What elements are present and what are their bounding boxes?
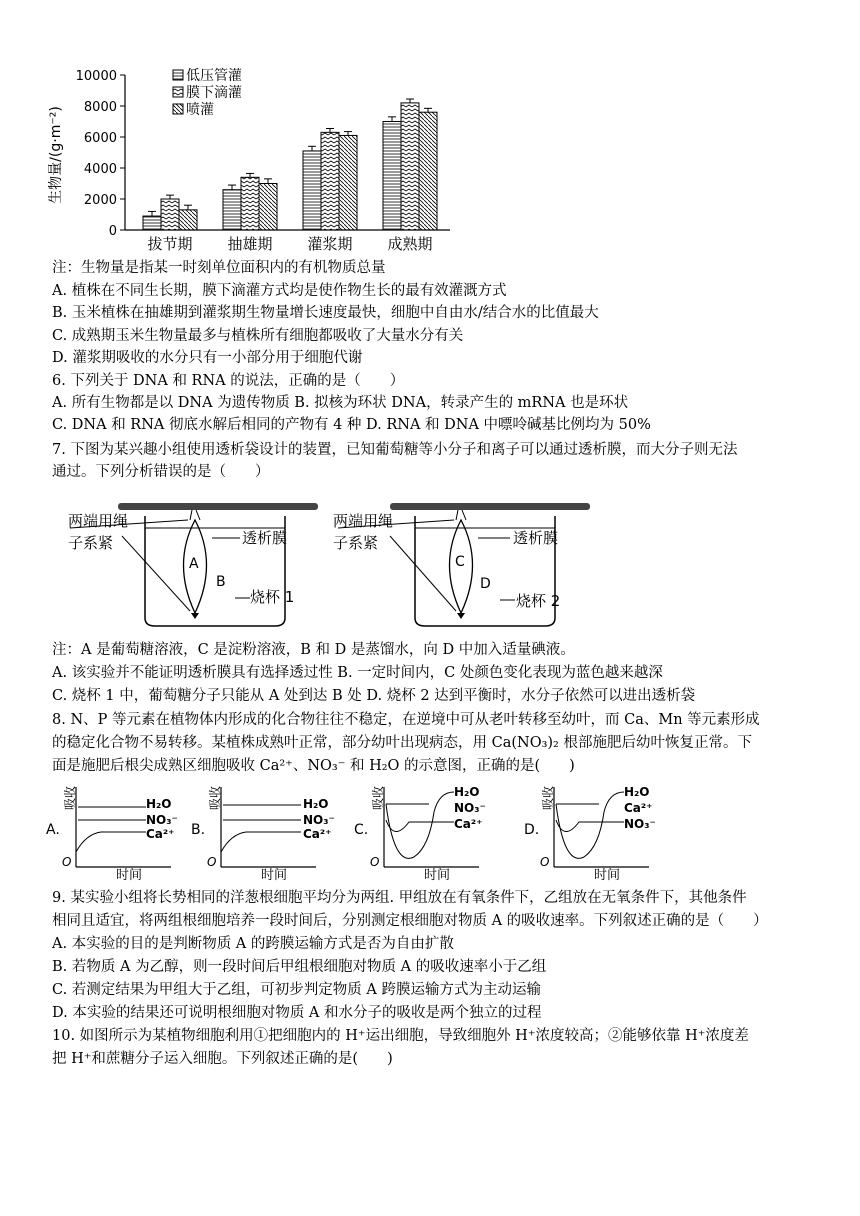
q6-options-row1: A. 所有生物都是以 DNA 为遗传物质 B. 拟核为环状 DNA，转录产生的 mRNA 也是环状	[52, 395, 629, 411]
beaker1-rope-label-line2: 子系紧	[68, 534, 114, 552]
bar-膜下滴灌	[321, 132, 339, 230]
q8-curve-label: Ca²⁺	[454, 817, 483, 831]
q8-curve-label: NO₃⁻	[303, 813, 335, 827]
q6-options-row2: C. DNA 和 RNA 彻底水解后相同的产物有 4 种 D. RNA 和 DNA 中嘌呤碱基比例均为 50%	[52, 417, 651, 433]
q8-curve-label: NO₃⁻	[146, 813, 178, 827]
legend-swatch	[173, 104, 183, 114]
bar-膜下滴灌	[401, 103, 419, 230]
q8-curve	[386, 820, 454, 832]
q8-curve-label: NO₃⁻	[454, 801, 486, 815]
q8-stem-line2: 的稳定化合物不易转移。某植株成熟叶正常，部分幼叶出现病态，用 Ca(NO₃)₂ 根部施肥后幼叶恢复正常。下	[52, 735, 752, 751]
q8-curve-label: NO₃⁻	[624, 817, 656, 831]
q9-option-c: C. 若测定结果为甲组大于乙组，可初步判定物质 A 跨膜运输方式为主动运输	[52, 982, 541, 998]
q8-curve-label: Ca²⁺	[146, 827, 175, 841]
biomass-bar-chart	[40, 60, 460, 255]
y-tick-label: 8000	[83, 100, 117, 115]
q8-origin: O	[207, 855, 217, 869]
q8-curve-label: H₂O	[454, 785, 480, 799]
q8-curve	[556, 820, 624, 832]
bar-喷灌	[419, 112, 437, 230]
q8-curve	[76, 832, 146, 852]
q8-curve-label: H₂O	[624, 785, 650, 799]
legend-label: 低压管灌	[186, 68, 242, 84]
q8-x-label: 时间	[261, 868, 288, 882]
beaker2-rope-label-line1: 两端用绳	[333, 512, 394, 530]
x-category-label: 抽雄期	[227, 235, 273, 253]
q5-option-c: C. 成熟期玉米生物量最多与植株所有细胞都吸收了大量水分有关	[52, 328, 464, 344]
bar-喷灌	[339, 135, 357, 230]
q8-origin: O	[62, 855, 72, 869]
bar-低压管灌	[303, 151, 321, 230]
bar-喷灌	[259, 184, 277, 231]
q8-origin: O	[540, 855, 550, 869]
y-tick-label: 6000	[83, 131, 117, 146]
bar-膜下滴灌	[161, 199, 179, 230]
x-category-label: 灌浆期	[307, 235, 353, 253]
legend-swatch	[173, 87, 183, 97]
q5-option-a: A. 植株在不同生长期，膜下滴灌方式均是使作物生长的最有效灌溉方式	[52, 283, 507, 299]
q10-stem-line1: 10. 如图所示为某植物细胞利用①把细胞内的 H⁺运出细胞，导致细胞外 H⁺浓度较高；②能够依靠 H⁺浓度差	[52, 1028, 749, 1044]
y-axis-label: 生物量/(g·m⁻²)	[48, 106, 64, 204]
beaker2-rope-label-line2: 子系紧	[333, 534, 379, 552]
y-tick-label: 2000	[83, 193, 117, 208]
q8-option-label: D.	[524, 822, 540, 838]
legend-swatch	[173, 70, 183, 80]
x-category-label: 成熟期	[387, 235, 433, 253]
q9-stem-line1: 9. 某实验小组将长势相同的洋葱根细胞平均分为两组. 甲组放在有氧条件下，乙组放在无氧条件下，其他条件	[52, 890, 747, 906]
q5-option-b: B. 玉米植株在抽雄期到灌浆期生物量增长速度最快，细胞中自由水/结合水的比值最大	[52, 305, 599, 321]
q8-stem-line1: 8. N、P 等元素在植物体内形成的化合物往往不稳定，在逆境中可从老叶转移至幼叶，而 Ca、Mn 等元素形成	[52, 712, 760, 728]
q8-graph-B.	[191, 786, 335, 882]
q8-curve-label: H₂O	[146, 797, 172, 811]
q8-x-label: 时间	[116, 868, 143, 882]
q8-x-label: 时间	[424, 868, 451, 882]
q9-option-a: A. 本实验的目的是判断物质 A 的跨膜运输方式是否为自由扩散	[52, 936, 454, 952]
q8-curve-label: Ca²⁺	[303, 827, 332, 841]
x-category-label: 拔节期	[147, 235, 193, 253]
y-tick-label: 4000	[83, 162, 117, 177]
beaker1-label: 烧杯 1	[250, 588, 295, 606]
q8-x-label: 时间	[594, 868, 621, 882]
q9-option-d: D. 本实验的结果还可说明根细胞对物质 A 和水分子的吸收是两个独立的过程	[52, 1005, 542, 1021]
beaker2-label: 烧杯 2	[516, 592, 561, 610]
q7-options-row2: C. 烧杯 1 中，葡萄糖分子只能从 A 处到达 B 处 D. 烧杯 2 达到平衡时，水分子依然可以进出透析袋	[52, 688, 696, 704]
q8-stem-line3: 面是施肥后根尖成熟区细胞吸收 Ca²⁺、NO₃⁻ 和 H₂O 的示意图，正确的是( )	[52, 758, 575, 774]
beaker1-inside-label: A	[189, 556, 199, 572]
q8-curve-label: Ca²⁺	[624, 801, 653, 815]
q9-stem-line2: 相同且适宜，将两组根细胞培养一段时间后，分别测定根细胞对物质 A 的吸收速率。下列叙述正确的是（ ）	[52, 913, 768, 929]
q8-y-label: 吸收	[208, 785, 222, 810]
q8-option-label: C.	[354, 822, 369, 838]
q8-y-label: 吸收	[541, 785, 555, 810]
legend-label: 膜下滴灌	[186, 85, 242, 101]
bar-低压管灌	[383, 122, 401, 231]
q8-option-label: B.	[191, 822, 206, 838]
y-tick-label: 0	[108, 224, 117, 239]
q9-option-b: B. 若物质 A 为乙醇，则一段时间后甲组根细胞对物质 A 的吸收速率小于乙组	[52, 959, 547, 975]
beaker1-rope-label-line1: 两端用绳	[68, 512, 129, 530]
y-tick-label: 10000	[75, 69, 117, 84]
q8-graph-D.	[524, 785, 656, 882]
q5-note: 注：生物量是指某一时刻单位面积内的有机物质总量	[52, 260, 386, 276]
legend-label: 喷灌	[186, 102, 214, 118]
q8-y-label: 吸收	[63, 785, 77, 810]
beaker2-membrane-label: 透析膜	[513, 529, 559, 547]
q8-curve	[221, 832, 301, 852]
bar-喷灌	[179, 210, 197, 230]
bar-低压管灌	[223, 190, 241, 230]
beaker1-membrane-label: 透析膜	[242, 529, 288, 547]
q8-curve	[386, 792, 454, 858]
q8-graph-A.	[46, 786, 178, 882]
dialysis-apparatus-figure	[60, 498, 620, 633]
q7-stem-line1: 7. 下图为某兴趣小组使用透析袋设计的装置，已知葡萄糖等小分子和离子可以通过透析膜，而大分子则无法	[52, 442, 738, 458]
q7-options-row1: A. 该实验并不能证明透析膜具有选择透过性 B. 一定时间内，C 处颜色变化表现为蓝色越来越深	[52, 665, 663, 681]
q8-origin: O	[370, 855, 380, 869]
q8-graph-C.	[354, 785, 486, 882]
q8-absorption-graphs	[46, 782, 716, 882]
q6-stem: 6. 下列关于 DNA 和 RNA 的说法，正确的是（ ）	[52, 373, 405, 389]
q8-option-label: A.	[46, 822, 60, 838]
beaker1-outside-label: B	[216, 574, 226, 590]
q10-stem-line2: 把 H⁺和蔗糖分子运入细胞。下列叙述正确的是( )	[52, 1051, 393, 1067]
beaker2-inside-label: C	[455, 554, 465, 570]
q7-note: 注：A 是葡萄糖溶液，C 是淀粉溶液，B 和 D 是蒸馏水，向 D 中加入适量碘液。	[52, 642, 575, 658]
q8-y-label: 吸收	[371, 785, 385, 810]
q8-curve-label: H₂O	[303, 797, 329, 811]
bar-膜下滴灌	[241, 177, 259, 230]
q7-stem-line2: 通过。下列分析错误的是（ ）	[52, 464, 270, 480]
beaker2-outside-label: D	[480, 576, 491, 592]
q5-option-d: D. 灌浆期吸收的水分只有一小部分用于细胞代谢	[52, 350, 363, 366]
bar-低压管灌	[143, 216, 161, 230]
q8-curve	[556, 792, 624, 858]
